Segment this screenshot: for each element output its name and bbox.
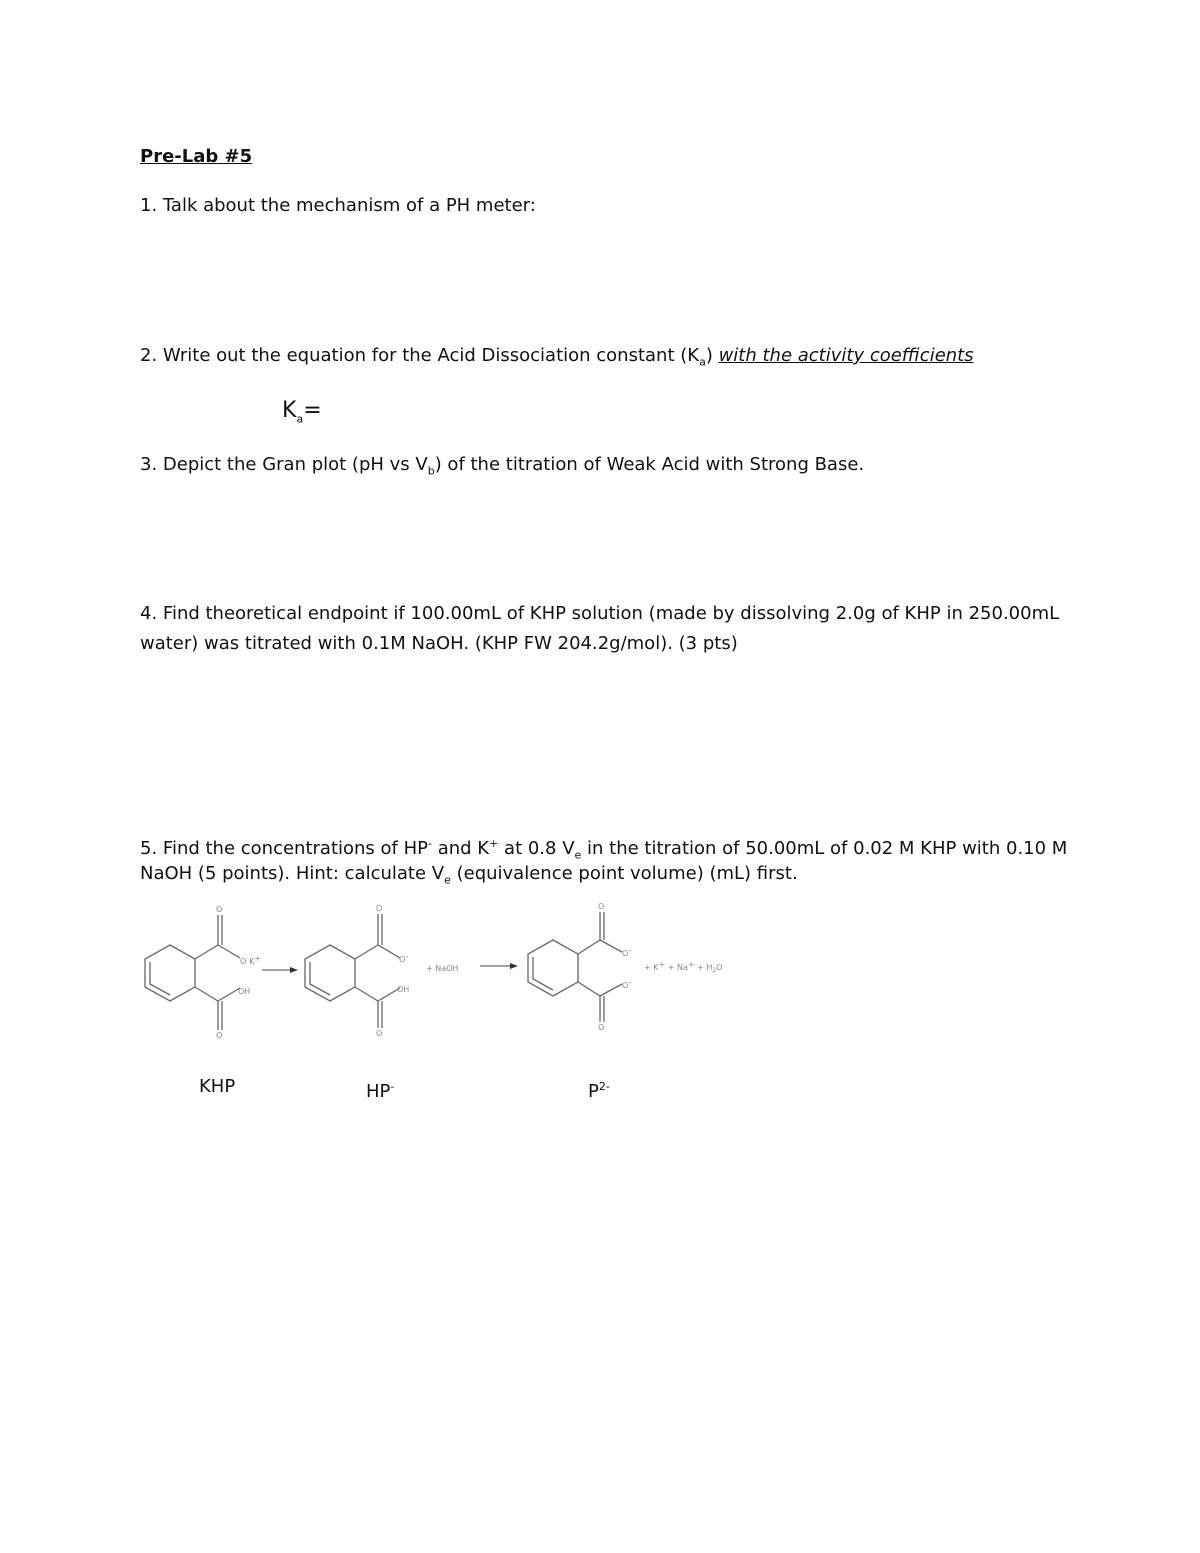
p2-structure (528, 912, 622, 1022)
hp-o-minus: O- (399, 952, 409, 964)
q5-sub-e: e (574, 848, 582, 862)
q3-text-a: 3. Depict the Gran plot (pH vs V (140, 454, 428, 475)
q5-l1-a: 5. Find the concentrations of HP (140, 838, 428, 859)
products-label: + $K+ + Na+ + H_2O$ (644, 960, 723, 974)
caption-p-text: P (588, 1081, 599, 1102)
reaction-scheme (0, 900, 1200, 1060)
naoh-label: + NaOH (426, 964, 459, 973)
question-1: 1. Talk about the mechanism of a PH meter: (140, 195, 536, 216)
question-5-line-1 (140, 833, 1067, 867)
ka-equation (282, 398, 322, 432)
khp-o-bottom: O (216, 1031, 223, 1040)
p-o-top: O (598, 902, 605, 911)
ka-k: K (282, 398, 297, 423)
q5-sup-minus: - (427, 837, 432, 850)
page-title (140, 146, 252, 168)
q2-emphasis: with the activity coefficients (718, 345, 974, 366)
caption-p (588, 1076, 610, 1103)
q3-text-b: ) of the titration of Weak Acid with Strong Base. (434, 454, 865, 475)
caption-hp (366, 1076, 394, 1103)
question-2 (140, 345, 974, 374)
ka-eq: = (303, 398, 322, 423)
q2-text-b: ) (705, 345, 719, 366)
p-o-minus-bottom: O- (622, 978, 632, 990)
q5-l2-a: NaOH (5 points). Hint: calculate V (140, 863, 445, 884)
q5-sup-plus: + (489, 837, 499, 850)
khp-o-top: O (216, 905, 223, 914)
caption-hp-sup: - (390, 1080, 395, 1093)
p-o-minus-top: O- (622, 946, 632, 958)
caption-hp-text: HP (366, 1081, 391, 1102)
q3-sub-b: b (427, 464, 435, 478)
arrow-2-icon (510, 963, 518, 969)
question-4-line-1: 4. Find theoretical endpoint if 100.00mL of KHP solution (made by dissolving 2.0g of KHP in 250.00mL (140, 603, 1060, 624)
q2-text-a: 2. Write out the equation for the Acid Dissociation constant (K (140, 345, 700, 366)
khp-oh: OH (238, 987, 251, 996)
question-5-line-2 (140, 863, 798, 892)
caption-p-sup: 2- (598, 1080, 610, 1093)
q2-sub-a: a (699, 355, 706, 369)
q5-l1-b: and K (431, 838, 490, 859)
hp-o-top: O (376, 904, 383, 913)
arrow-1-icon (290, 967, 298, 973)
khp-structure (145, 915, 240, 1030)
q5-l1-c: at 0.8 V (498, 838, 575, 859)
ka-sub: a (296, 412, 304, 426)
hp-structure (305, 914, 400, 1028)
khp-ok: O K+ (240, 954, 262, 966)
question-3 (140, 454, 864, 483)
caption-khp: KHP (199, 1076, 236, 1097)
q5-l2-b: (equivalence point volume) (mL) first. (450, 863, 798, 884)
hp-o-bottom: O (376, 1029, 383, 1038)
q5-sub-e2: e (444, 873, 451, 887)
hp-oh: OH (397, 985, 410, 994)
title-text: Pre-Lab #5 (140, 146, 253, 167)
question-4-line-2: water) was titrated with 0.1M NaOH. (KHP FW 204.2g/mol). (3 pts) (140, 633, 738, 654)
p-o-bottom: O (598, 1023, 605, 1032)
q5-l1-d: in the titration of 50.00mL of 0.02 M KHP with 0.10 M (581, 838, 1068, 859)
